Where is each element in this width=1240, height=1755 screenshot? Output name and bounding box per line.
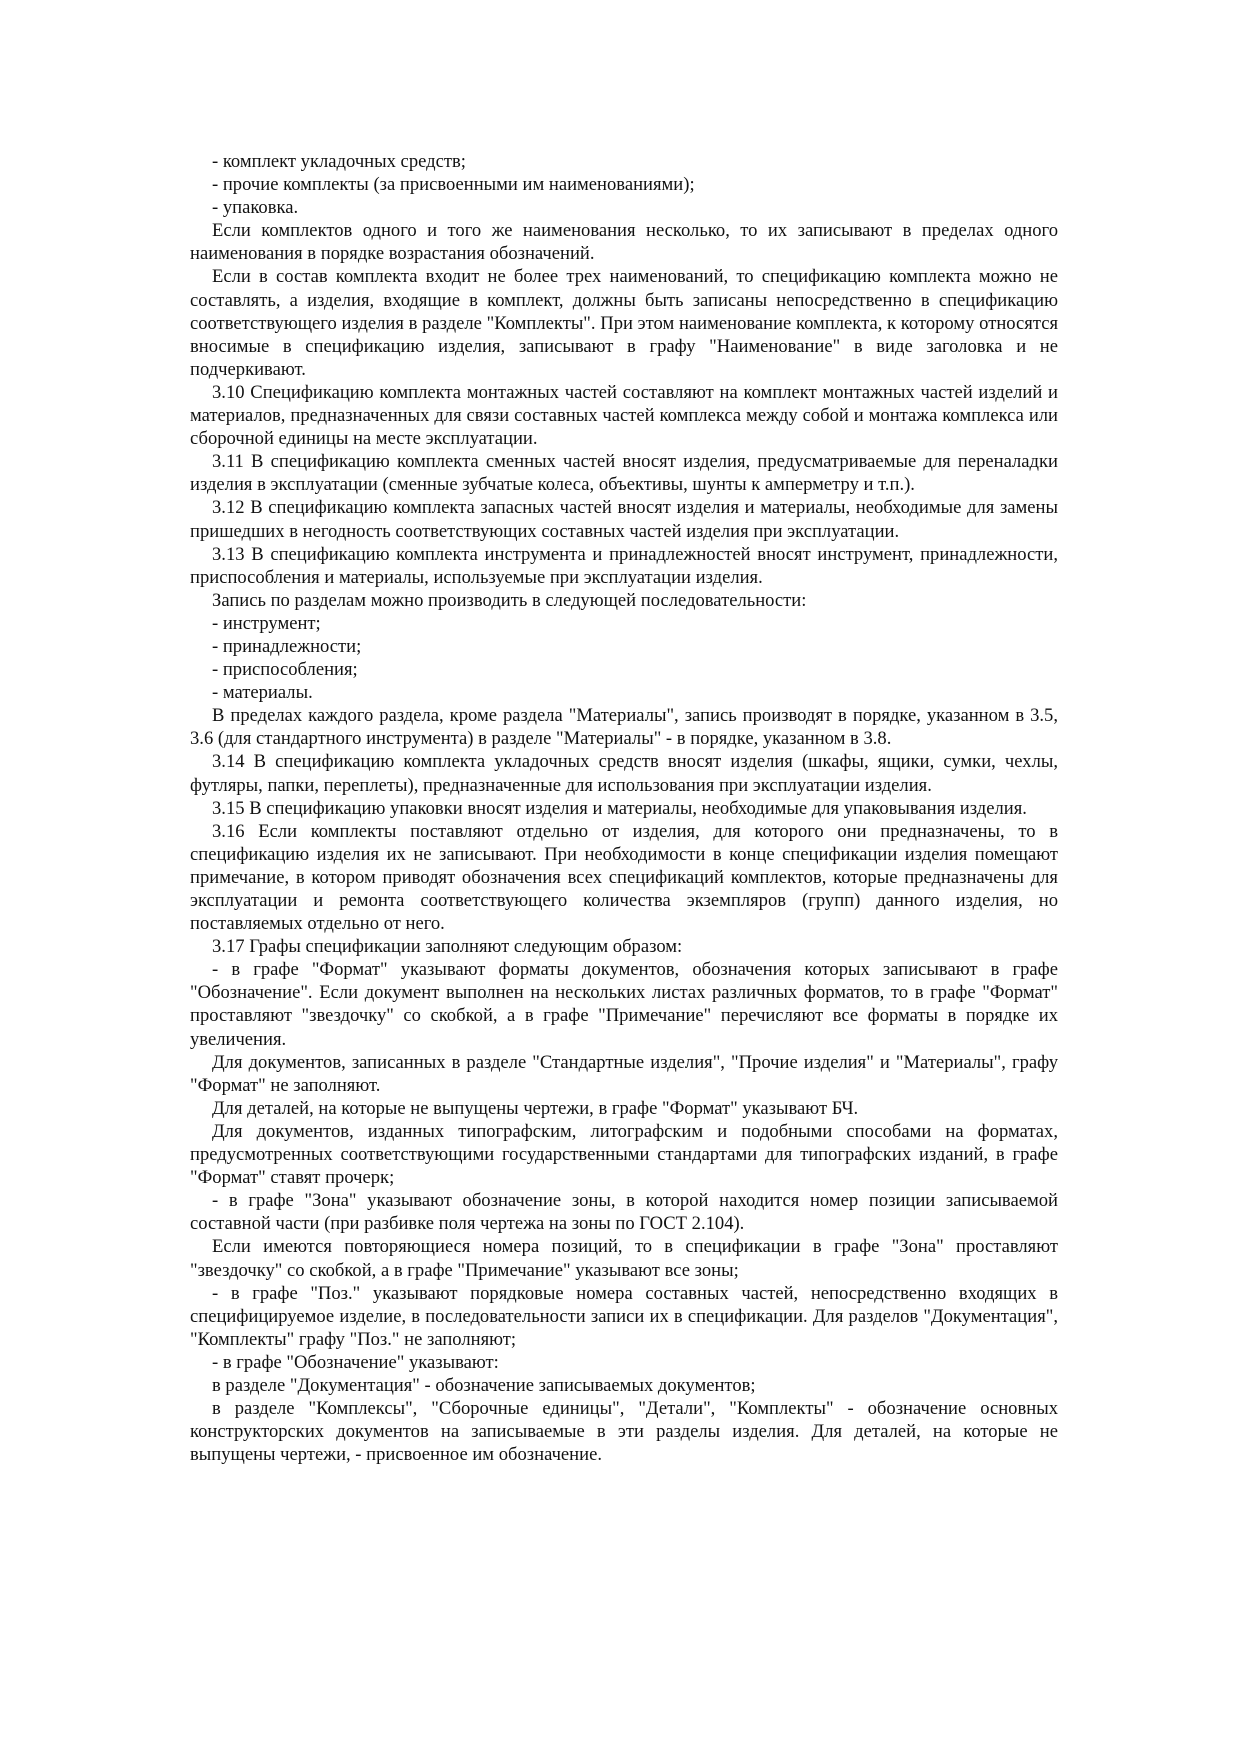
- paragraph: В пределах каждого раздела, кроме раздела "Материалы", запись производят в порядке, указанном в 3.5, 3.6 (для стандартного инструмента) в разделе "Материалы" - в порядке, указанном в 3.8.: [190, 705, 1058, 750]
- paragraph: 3.14 В спецификацию комплекта укладочных средств вносят изделия (шкафы, ящики, сумки, чехлы, футляры, папки, переплеты), предназначенные для использования при эксплуатации изделия.: [190, 751, 1058, 796]
- paragraph: 3.11 В спецификацию комплекта сменных частей вносят изделия, предусматриваемые для переналадки изделия в эксплуатации (сменные зубчатые колеса, объективы, шунты к амперметру и т.п.).: [190, 451, 1058, 496]
- paragraph: - прочие комплекты (за присвоенными им наименованиями);: [212, 174, 695, 196]
- paragraph: 3.12 В спецификацию комплекта запасных частей вносят изделия и материалы, необходимые для замены пришедших в негодность соответствующих составных частей изделия при эксплуатации.: [190, 497, 1058, 542]
- paragraph: Если в состав комплекта входит не более трех наименований, то спецификацию комплекта можно не составлять, а изделия, входящие в комплект, должны быть записаны непосредственно в спецификацию соответствующего изделия в разделе "Комплекты". При этом наименование комплекта, к которому относятся вносимые в спецификацию изделия, записывают в графу "Наименование" в виде заголовка и не подчеркивают.: [190, 266, 1058, 380]
- paragraph: Для документов, записанных в разделе "Стандартные изделия", "Прочие изделия" и "Материалы", графу "Формат" не заполняют.: [190, 1051, 1058, 1096]
- paragraph: - в графе "Обозначение" указывают:: [212, 1351, 499, 1373]
- paragraph: - приспособления;: [212, 659, 358, 681]
- paragraph: - инструмент;: [212, 612, 321, 634]
- paragraph: Если комплектов одного и того же наименования несколько, то их записывают в пределах одного наименования в порядке возрастания обозначений.: [190, 220, 1058, 265]
- paragraph: 3.17 Графы спецификации заполняют следующим образом:: [212, 936, 683, 958]
- paragraph: - принадлежности;: [212, 635, 362, 657]
- paragraph: Запись по разделам можно производить в следующей последовательности:: [212, 589, 807, 611]
- paragraph: - в графе "Поз." указывают порядковые номера составных частей, непосредственно входящих в специфицируемое изделие, в последовательности записи их в спецификации. Для разделов "Документация", "Комплекты" графу "Поз." не заполняют;: [190, 1282, 1058, 1350]
- paragraph: Для деталей, на которые не выпущены чертежи, в графе "Формат" указывают БЧ.: [212, 1097, 859, 1119]
- paragraph: 3.10 Спецификацию комплекта монтажных частей составляют на комплект монтажных частей изделий и материалов, предназначенных для связи составных частей комплекса между собой и монтажа комплекса или сборочной единицы на месте эксплуатации.: [190, 381, 1058, 450]
- paragraph: в разделе "Документация" - обозначение записываемых документов;: [212, 1374, 756, 1396]
- paragraph: Если имеются повторяющиеся номера позиций, то в спецификации в графе "Зона" проставляют "звездочку" со скобкой, а в графе "Примечание" указывают все зоны;: [190, 1236, 1058, 1281]
- document-page: [190, 150, 1058, 1466]
- paragraph: 3.13 В спецификацию комплекта инструмента и принадлежностей вносят инструмент, принадлежности, приспособления и материалы, используемые при эксплуатации изделия.: [190, 543, 1058, 588]
- paragraph: 3.15 В спецификацию упаковки вносят изделия и материалы, необходимые для упаковывания изделия.: [212, 797, 1027, 819]
- paragraph: в разделе "Комплексы", "Сборочные единицы", "Детали", "Комплекты" - обозначение основных конструкторских документов на записываемые в эти разделы изделия. Для деталей, на которые не выпущены чертежи, - присвоенное им обозначение.: [190, 1398, 1058, 1466]
- paragraph: - в графе "Зона" указывают обозначение зоны, в которой находится номер позиции записываемой составной части (при разбивке поля чертежа на зоны по ГОСТ 2.104).: [190, 1190, 1058, 1235]
- paragraph: Для документов, изданных типографским, литографским и подобными способами на форматах, предусмотренных соответствующими государственными стандартами для типографских изданий, в графе "Формат" ставят прочерк;: [190, 1120, 1058, 1189]
- paragraph: 3.16 Если комплекты поставляют отдельно от изделия, для которого они предназначены, то в спецификацию изделия их не записывают. При необходимости в конце спецификации изделия помещают примечание, в котором приводят обозначения всех спецификаций комплектов, которые предназначены для эксплуатации и ремонта соответствующего количества экземпляров (групп) данного изделия, но поставляемых отдельно от него.: [190, 820, 1058, 935]
- paragraph: - упаковка.: [212, 197, 299, 219]
- paragraph: - материалы.: [212, 682, 313, 704]
- paragraph: - комплект укладочных средств;: [212, 151, 466, 172]
- paragraph: - в графе "Формат" указывают форматы документов, обозначения которых записывают в графе "Обозначение". Если документ выполнен на нескольких листах различных форматов, то в графе "Формат" проставляют "звездочку" со скобкой, а в графе "Примечание" перечисляют все форматы в порядке их увеличения.: [190, 959, 1058, 1050]
